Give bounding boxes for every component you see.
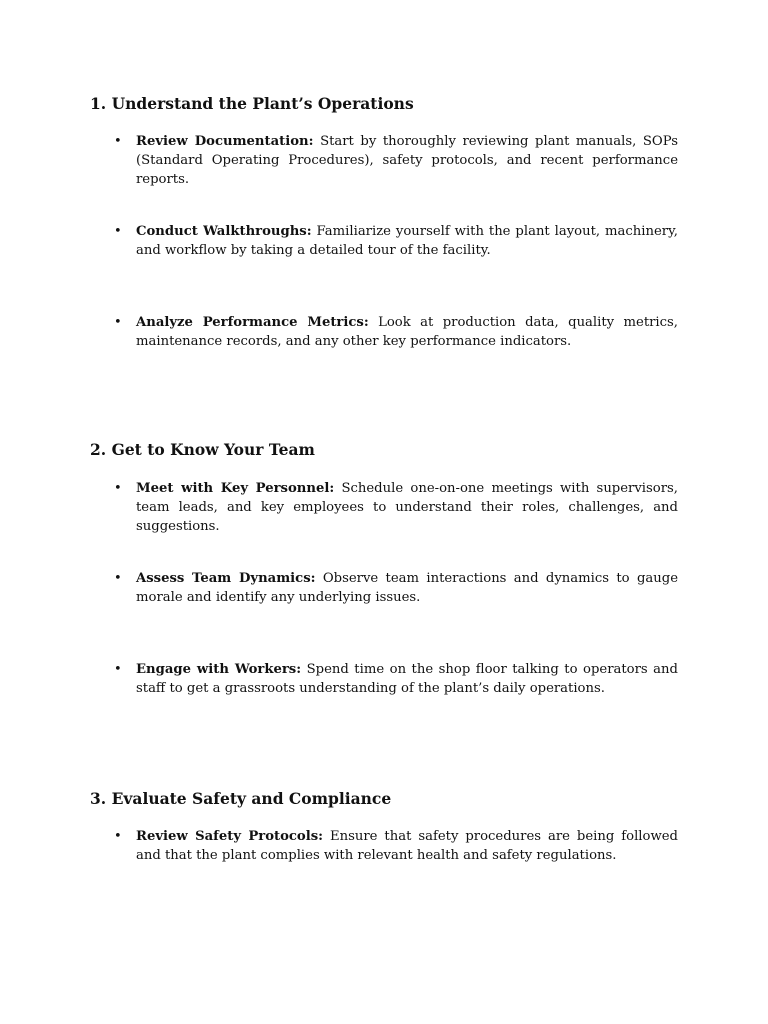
bullet-icon: • bbox=[114, 662, 122, 677]
bullet-icon: • bbox=[114, 481, 122, 496]
bullet-icon: • bbox=[114, 315, 122, 330]
section-heading: 2. Get to Know Your Team bbox=[90, 440, 315, 459]
list-item-text bbox=[136, 313, 678, 351]
list-item-lead: Review Documentation: bbox=[136, 134, 314, 149]
list-item-text bbox=[136, 827, 678, 865]
list-item-lead: Engage with Workers: bbox=[136, 662, 302, 677]
section-heading: 3. Evaluate Safety and Compliance bbox=[90, 789, 392, 808]
list-item-text bbox=[136, 222, 678, 260]
list-item-body: Familiarize yourself with the plant layout, machinery, and workflow by taking a detailed tour of the facility. bbox=[136, 224, 678, 258]
section-heading: 1. Understand the Plant’s Operations bbox=[90, 94, 414, 113]
bullet-icon: • bbox=[114, 829, 122, 844]
list-item-lead: Review Safety Protocols: bbox=[136, 829, 324, 844]
list-item-text bbox=[136, 132, 678, 189]
list-item-lead: Conduct Walkthroughs: bbox=[136, 224, 312, 239]
bullet-icon: • bbox=[114, 134, 122, 149]
list-item-lead: Meet with Key Personnel: bbox=[136, 481, 335, 496]
list-item-body: Start by thoroughly reviewing plant manuals, SOPs (Standard Operating Procedures), safety protocols, and recent performance reports. bbox=[136, 134, 678, 187]
list-item-lead: Assess Team Dynamics: bbox=[136, 571, 316, 586]
list-item-body: Spend time on the shop floor talking to operators and staff to get a grassroots understanding of the plant’s daily operations. bbox=[136, 662, 678, 696]
list-item-text bbox=[136, 660, 678, 698]
list-item-lead: Analyze Performance Metrics: bbox=[136, 315, 369, 330]
list-item-body: Ensure that safety procedures are being followed and that the plant complies with relevant health and safety regulations. bbox=[136, 829, 678, 863]
bullet-icon: • bbox=[114, 571, 122, 586]
bullet-icon: • bbox=[114, 224, 122, 239]
list-item-body: Look at production data, quality metrics, maintenance records, and any other key performance indicators. bbox=[136, 315, 678, 349]
list-item-text bbox=[136, 569, 678, 607]
list-item-body: Schedule one-on-one meetings with supervisors, team leads, and key employees to understand their roles, challenges, and suggestions. bbox=[136, 481, 678, 534]
list-item-text bbox=[136, 479, 678, 536]
list-item-body: Observe team interactions and dynamics to gauge morale and identify any underlying issues. bbox=[136, 571, 678, 605]
